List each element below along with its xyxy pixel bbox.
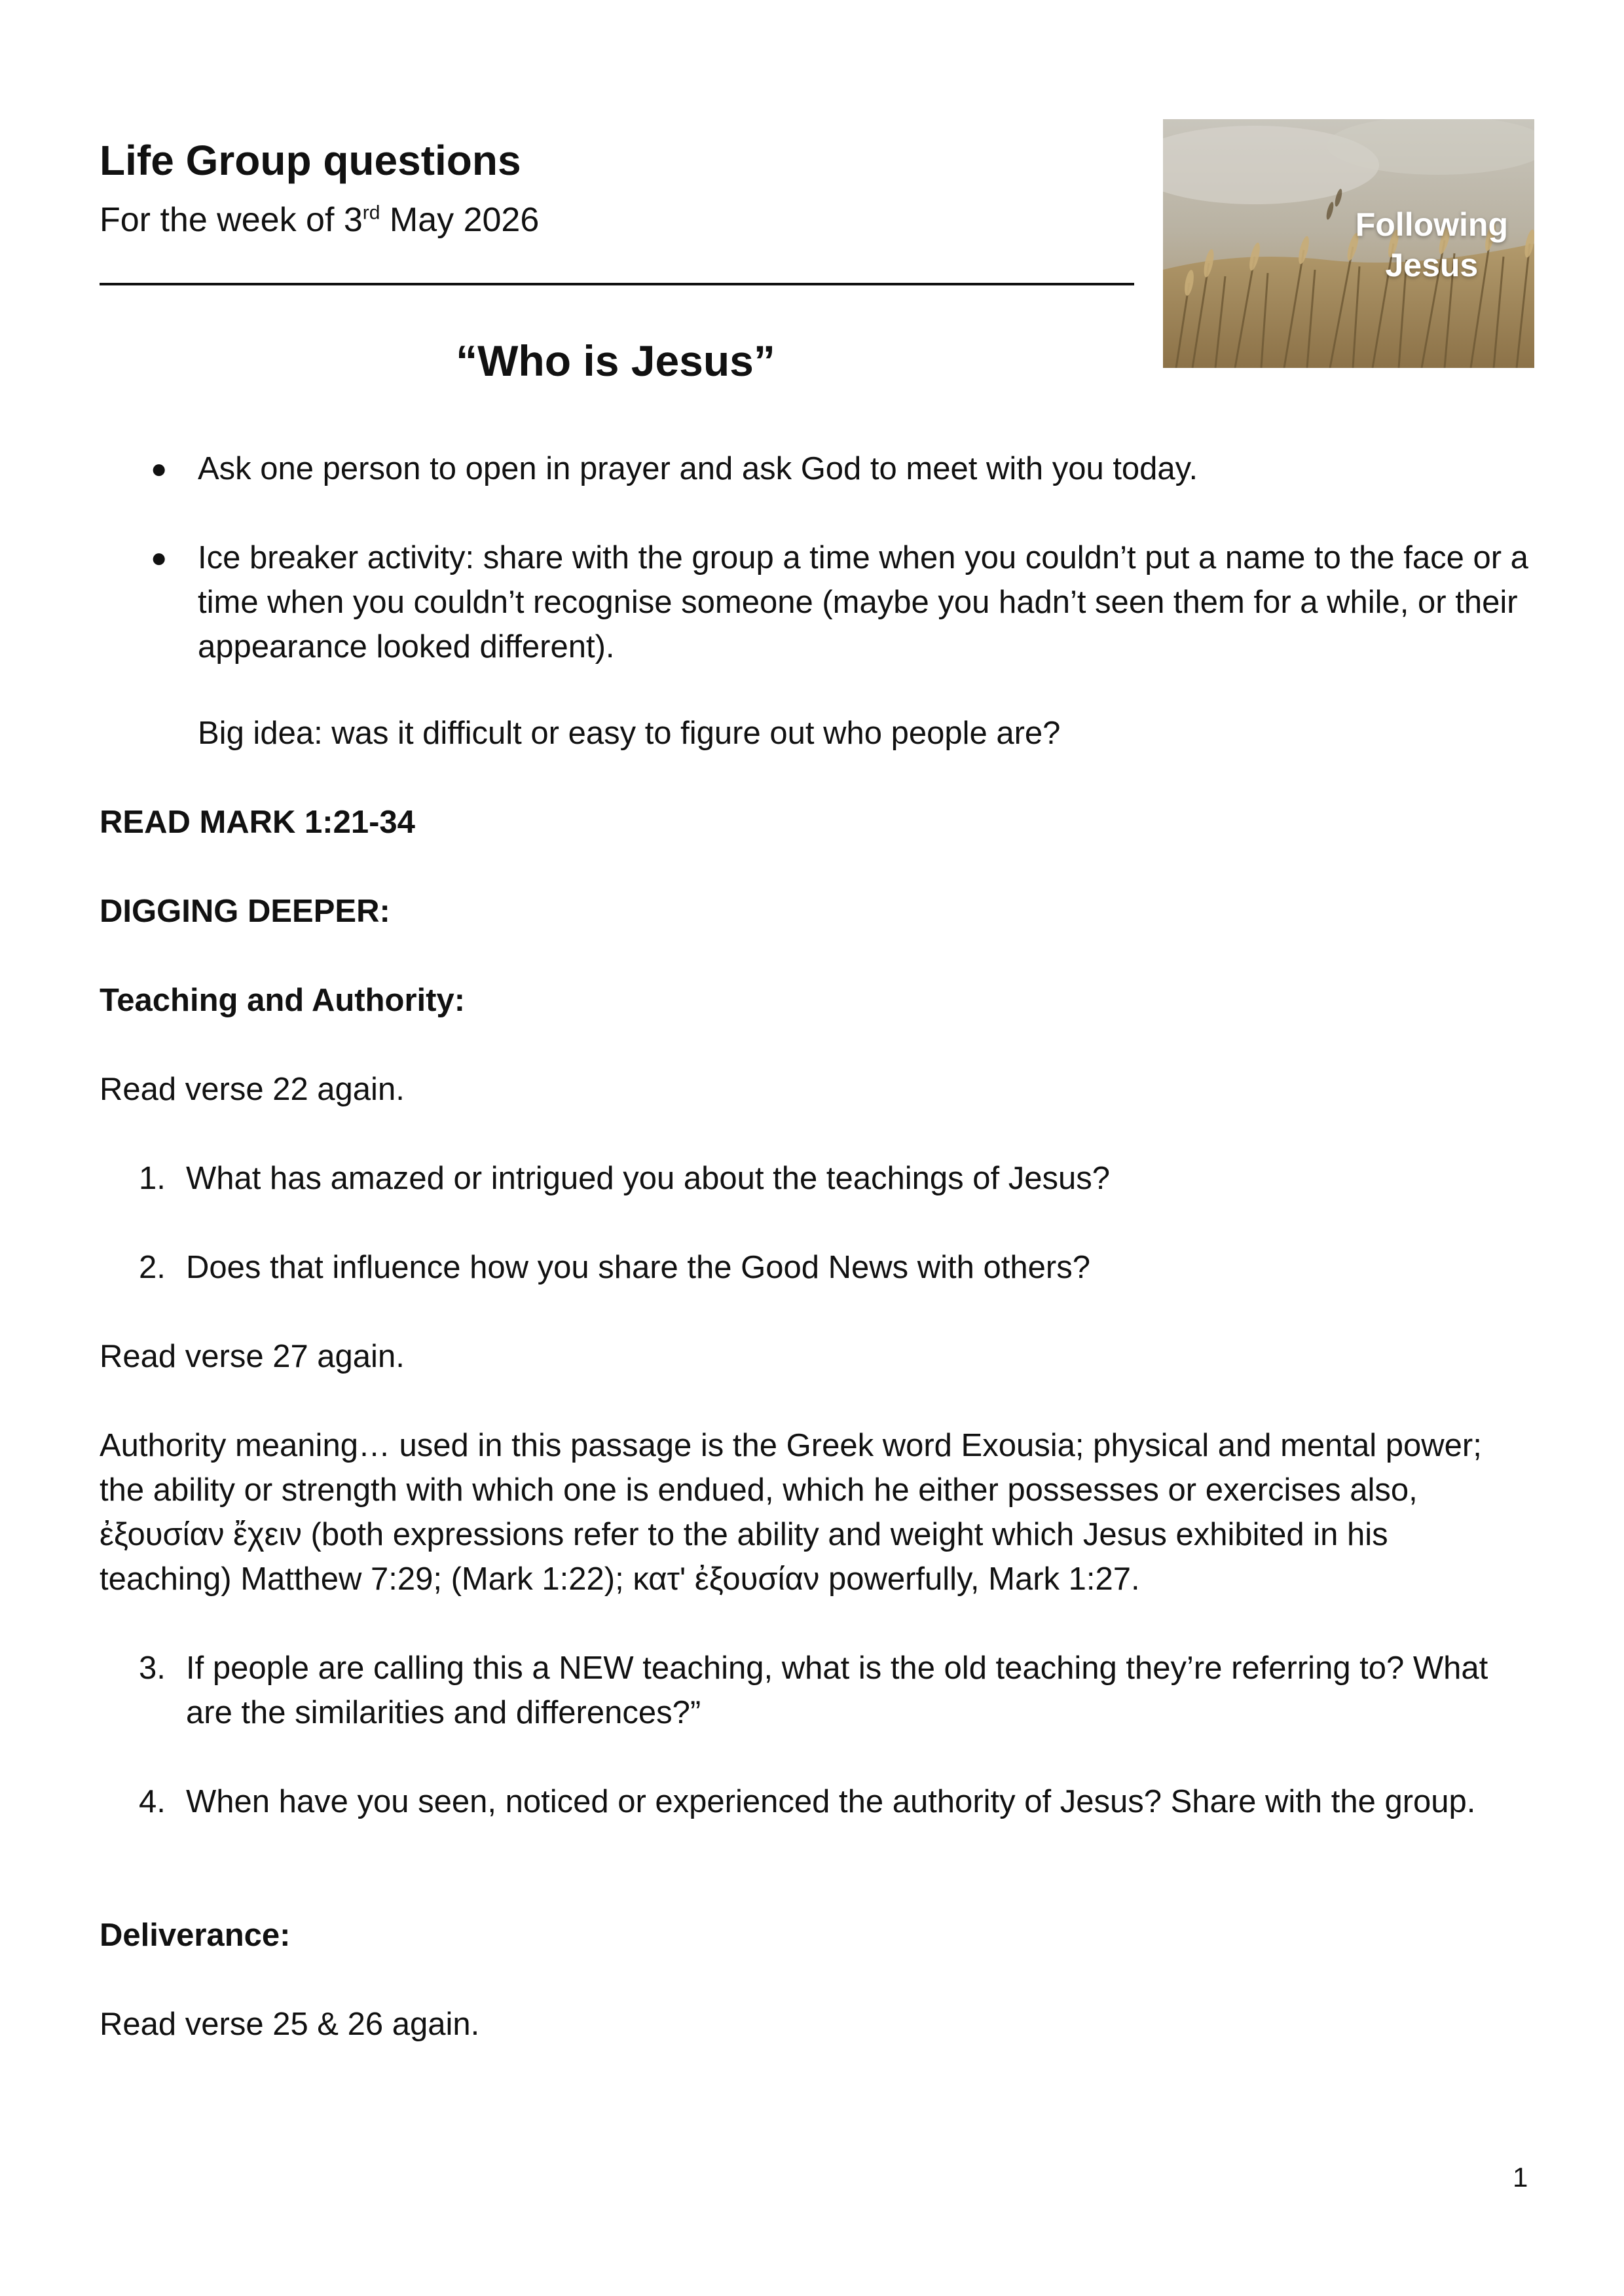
- question-number: 1.: [139, 1161, 166, 1196]
- read-verse-27: Read verse 27 again.: [100, 1339, 405, 1374]
- banner-line-jesus: Jesus: [1385, 247, 1479, 283]
- document-title: Life Group questions: [100, 137, 521, 184]
- read-verse-25-26: Read verse 25 & 26 again.: [100, 2007, 480, 2042]
- question-1: What has amazed or intrigued you about the teachings of Jesus?: [186, 1161, 1110, 1196]
- banner-caption: [1356, 204, 1508, 285]
- header-divider: [100, 283, 1134, 285]
- bullet-prayer: Ask one person to open in prayer and ask God to meet with you today.: [198, 451, 1198, 486]
- question-4: When have you seen, noticed or experienced the authority of Jesus? Share with the group.: [186, 1784, 1476, 1819]
- question-number: 3.: [139, 1650, 166, 1686]
- big-idea: Big idea: was it difficult or easy to figure out who people are?: [198, 716, 1061, 751]
- deliverance-heading: Deliverance:: [100, 1918, 291, 1953]
- question-3: If people are calling this a NEW teaching, what is the old teaching they’re referring to? What are the similarities and differences?”: [186, 1650, 1488, 1730]
- question-number: 2.: [139, 1250, 166, 1285]
- subtitle-ordinal-suffix: rd: [362, 202, 380, 224]
- bullet-icebreaker: Ice breaker activity: share with the group a time when you couldn’t put a name to the face or a time when you couldn’t recognise someone (maybe you hadn’t seen them for a while, or their appearance looked different).: [198, 540, 1528, 665]
- bullet-dot: ●: [151, 453, 168, 484]
- bullet-dot: ●: [151, 542, 168, 573]
- page-number: 1: [1513, 2162, 1528, 2193]
- banner-line-following: Following: [1355, 206, 1508, 243]
- question-2: Does that influence how you share the Good News with others?: [186, 1250, 1090, 1285]
- authority-paragraph: Authority meaning… used in this passage is the Greek word Exousia; physical and mental power; the ability or strength with which one is endued, which he either possesses or exercises also, ἐξουσίαν ἔχειν (both expressions refer to the ability and weight which Jesus exhibited in his teaching) Matthew 7:29; (Mark 1:22); κατ' ἐξουσίαν powerfully, Mark 1:27.: [100, 1428, 1482, 1597]
- teaching-authority-heading: Teaching and Authority:: [100, 983, 466, 1018]
- following-jesus-banner: [1163, 119, 1534, 368]
- read-passage-heading: READ MARK 1:21-34: [100, 805, 415, 840]
- subtitle-prefix: For the week of 3: [100, 201, 363, 239]
- week-subtitle: [100, 200, 539, 240]
- subtitle-suffix: May 2026: [380, 201, 540, 239]
- read-verse-22: Read verse 22 again.: [100, 1072, 405, 1107]
- digging-deeper-heading: DIGGING DEEPER:: [100, 894, 390, 929]
- question-number: 4.: [139, 1784, 166, 1819]
- main-heading: “Who is Jesus”: [456, 337, 775, 385]
